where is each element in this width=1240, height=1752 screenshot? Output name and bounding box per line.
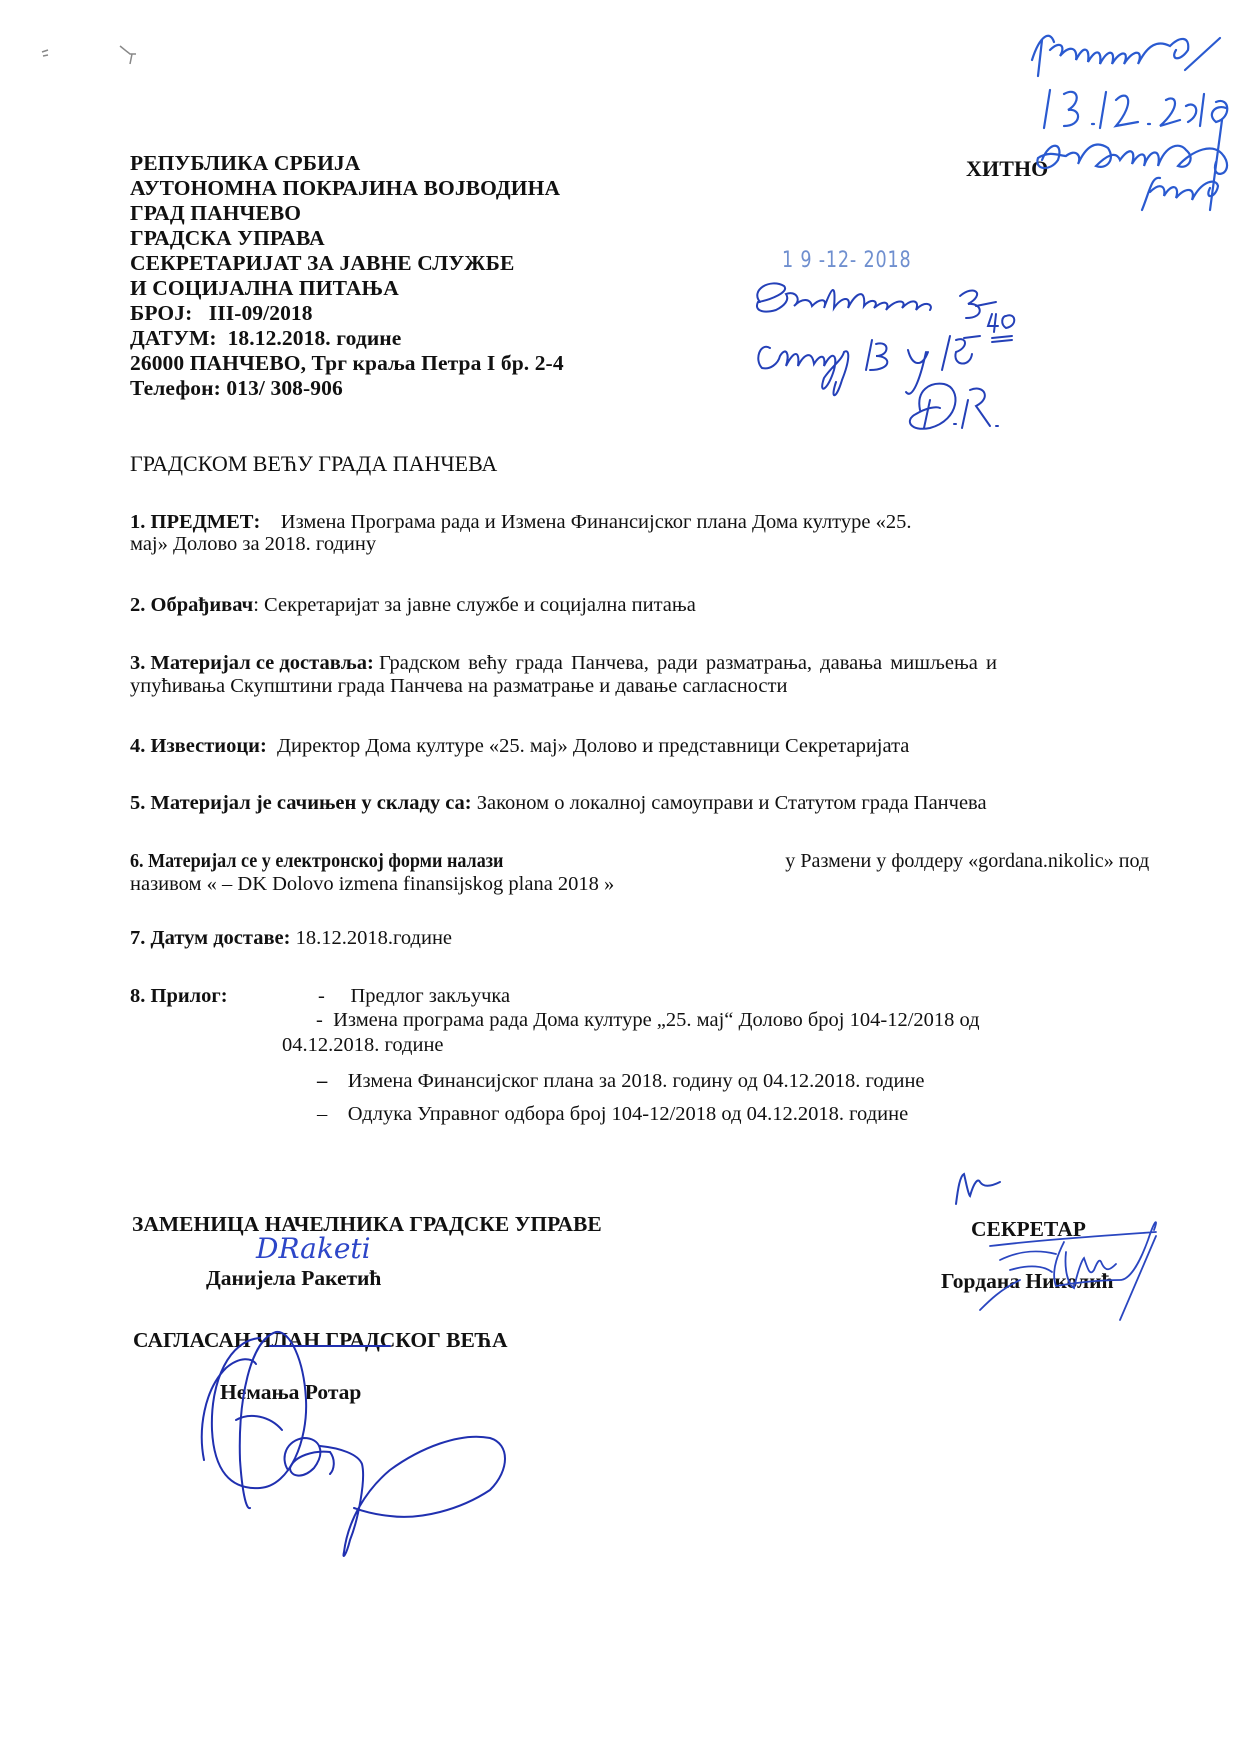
item-electronic-form-text: у Размени у фолдеру «gordana.nikolic» под — [785, 850, 1150, 872]
handwritten-delivery-note-icon — [740, 270, 1040, 440]
reference-number-label: БРОЈ: — [130, 301, 193, 325]
attachment-item — [316, 1007, 980, 1033]
received-stamp-date: 1 9 -12- 2018 — [782, 248, 912, 273]
deputy-name: Данијела Ракетић — [206, 1266, 382, 1290]
document-date-value: 18.12.2018. — [227, 326, 331, 350]
secretary-initial-signature-icon — [950, 1160, 1040, 1210]
council-member-name: Немања Ротар — [220, 1380, 362, 1404]
item-reporters-text: Директор Дома културе «25. мај» Долово и представници Секретаријата — [277, 735, 910, 757]
item-subject — [130, 509, 1090, 557]
document-date-label: ДАТУМ: — [130, 326, 217, 350]
handwritten-receipt-note-icon — [1020, 10, 1240, 210]
attachment-bullet: – — [317, 1070, 328, 1092]
attachment-text: Измена програма рада Дома културе „25. мај“ Долово број 104-12/2018 од — [333, 1009, 980, 1031]
urgent-label: ХИТНО — [966, 156, 1049, 181]
item-delivered-to — [130, 650, 997, 699]
item-delivery-date — [130, 925, 452, 951]
attachment-text: Одлука Управног одбора број 104-12/2018 од 04.12.2018. године — [347, 1103, 909, 1125]
council-member-title: САГЛАСАН ЧЛАН ГРАДСКОГ ВЕЋА — [133, 1328, 508, 1352]
attachment-item — [317, 1068, 925, 1094]
header-line-city: ГРАД ПАНЧЕВО — [130, 201, 302, 225]
item-delivered-to-line2: упућивања Скупштини града Панчева на разматрање и давање сагласности — [130, 675, 788, 697]
document-date — [130, 326, 401, 351]
attachment-bullet: – — [317, 1103, 328, 1125]
item-legal-basis — [130, 790, 987, 816]
header-line-administration: ГРАДСКА УПРАВА — [130, 226, 325, 250]
item-delivery-date-text: 18.12.2018.године — [295, 927, 453, 949]
deputy-handwritten-signature: DRaketi — [256, 1232, 371, 1265]
attachment-item — [317, 1101, 908, 1127]
item-electronic-form — [130, 848, 1170, 897]
attachment-text: Предлог закључка — [350, 985, 511, 1007]
item-attachments-label: 8. Прилог: — [130, 985, 228, 1007]
item-electronic-form-label: 6. Материјал се у електронској форми налази — [130, 850, 504, 872]
item-subject-text: Измена Програма рада и Измена Финансијског плана Дома културе «25. — [280, 511, 912, 533]
item-reporters — [130, 733, 909, 759]
item-author-text: : Секретаријат за јавне службе и социјална питања — [253, 594, 696, 616]
item-legal-basis-label: 5. Материјал је сачињен у складу са: — [130, 792, 472, 814]
item-author — [130, 592, 696, 618]
attachment-bullet: - — [318, 985, 325, 1007]
attachment-item — [318, 983, 510, 1009]
attachment-text: Измена Финансијског плана за 2018. годину од 04.12.2018. године — [347, 1070, 925, 1092]
secretary-name: Гордана Николић — [941, 1269, 1114, 1293]
item-reporters-label: 4. Известиоци: — [130, 735, 267, 757]
header-line-republic: РЕПУБЛИКА СРБИЈА — [130, 151, 361, 175]
item-subject-label: 1. ПРЕДМЕТ: — [130, 511, 261, 533]
secretary-title: СЕКРЕТАР — [971, 1217, 1086, 1241]
recipient-heading: ГРАДСКОМ ВЕЋУ ГРАДА ПАНЧЕВА — [130, 451, 498, 476]
item-author-label: 2. Обрађивач — [130, 594, 254, 616]
item-subject-line2: мај» Долово за 2018. годину — [130, 533, 377, 555]
attachment-continuation: 04.12.2018. године — [282, 1034, 444, 1056]
header-line-secretariat: СЕКРЕТАРИЈАТ ЗА ЈАВНЕ СЛУЖБЕ — [130, 251, 515, 275]
phone: Телефон: 013/ 308-906 — [130, 376, 343, 400]
item-delivery-date-label: 7. Датум доставе: — [130, 927, 291, 949]
reference-number — [130, 301, 313, 326]
reference-number-value: III-09/2018 — [208, 301, 313, 325]
item-electronic-form-line1 — [130, 848, 1149, 874]
header-line-province: АУТОНОМНА ПОКРАЈИНА ВОЈВОДИНА — [130, 176, 561, 200]
deputy-title: ЗАМЕНИЦА НАЧЕЛНИКА ГРАДСКЕ УПРАВЕ — [132, 1212, 602, 1236]
secretary-signature-icon — [960, 1210, 1160, 1330]
attachment-bullet: - — [316, 1009, 323, 1031]
document-date-suffix: године — [336, 326, 402, 350]
header-line-social: И СОЦИЈАЛНА ПИТАЊА — [130, 276, 399, 300]
item-delivered-to-label: 3. Материјал се доставља: — [130, 652, 374, 674]
item-legal-basis-text: Законом о локалној самоуправи и Статутом града Панчева — [476, 792, 987, 814]
scan-smudge-icon — [30, 30, 120, 70]
address: 26000 ПАНЧЕВО, Трг краља Петра I бр. 2-4 — [130, 351, 564, 375]
item-electronic-form-line2: називом « – DK Dolovo izmena finansijskog plana 2018 » — [130, 873, 615, 895]
item-delivered-to-text: Градском већу града Панчева, ради разматрања, давања мишљења и — [378, 652, 998, 674]
council-member-signature-icon — [190, 1320, 530, 1580]
